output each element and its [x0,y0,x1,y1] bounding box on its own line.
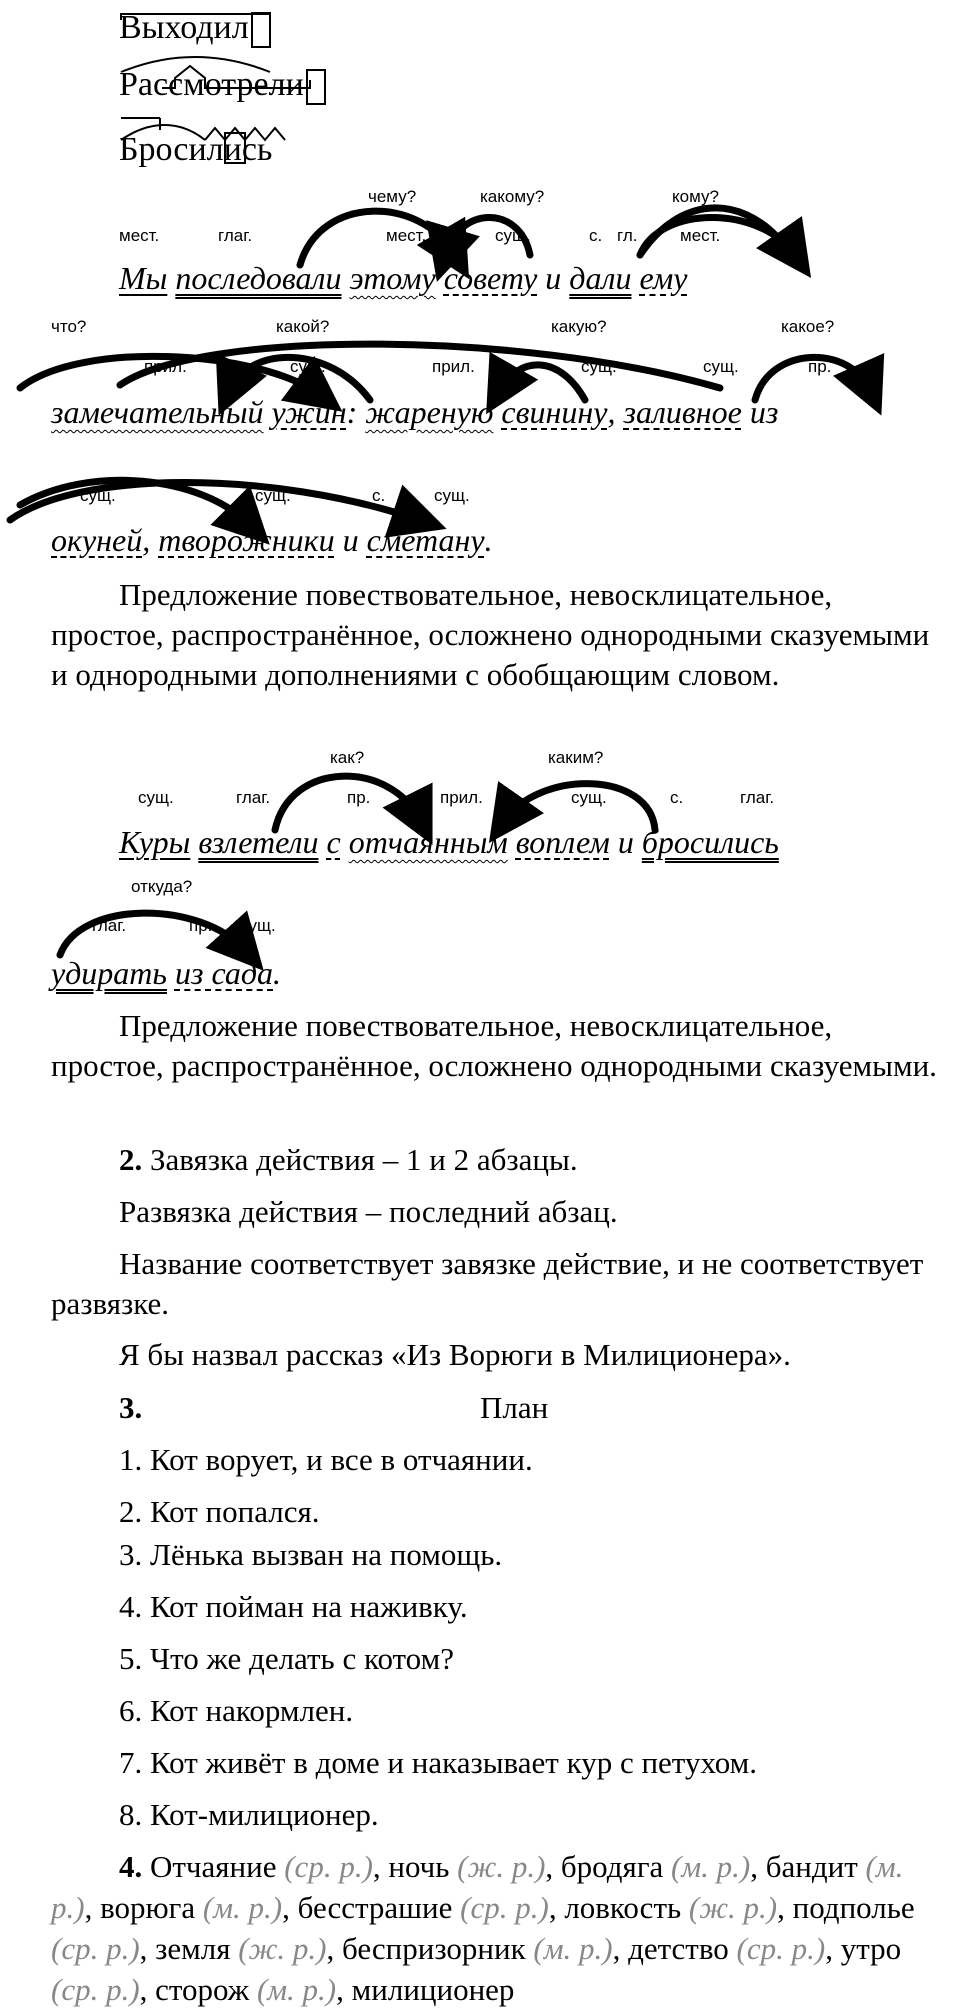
word: отчаянным [348,824,508,860]
noun: беспризорник [342,1931,526,1966]
word: взлетели [198,824,319,860]
pos-label: глаг. [740,788,775,807]
sentence1-line2 [51,392,778,432]
noun: Отчаяние [150,1849,277,1884]
task-number: 3. [119,1390,143,1425]
morpheme-word-text: Рассмотрели [119,66,304,103]
noun: утро [840,1931,902,1966]
word: и [342,522,359,558]
pos-label: с. [589,226,603,245]
pos-label: с. [670,788,684,807]
question-label: какую? [551,317,607,336]
word: жареную [365,394,494,430]
gender: (м. р.) [256,1972,337,2007]
pos-label: мест. [680,226,721,245]
sentence1-line3 [51,520,493,560]
gender: (ж. р.) [688,1890,778,1925]
gender: (ср. р.) [51,1972,140,2007]
word: Куры [119,824,191,860]
task-number: 2. [119,1142,143,1177]
task-text: Завязка действия – 1 и 2 абзацы. [150,1142,578,1177]
noun: бродяга [560,1849,664,1884]
pos-label: сущ. [290,357,326,376]
noun: бесстрашие [297,1890,453,1925]
word: последовали [175,260,342,296]
pos-label: сущ. [138,788,174,807]
morpheme-word-3 [119,130,272,170]
pos-label: гл. [617,226,638,245]
word: дали [569,260,632,296]
plan-item: 1. Кот ворует, и все в отчаянии. [119,1442,533,1477]
word: этому [349,260,436,296]
pos-label: сущ. [434,486,470,505]
noun: детство [628,1931,729,1966]
word: , [142,522,151,558]
pos-label: прил. [440,788,483,807]
word: совету [443,260,538,296]
word: сметану [366,522,485,558]
pos-label: сущ. [240,916,276,935]
pos-label: глаг. [236,788,271,807]
gender: (ср. р.) [460,1890,549,1925]
task3-heading [119,1388,142,1428]
plan-item: 3. Лёнька вызван на помощь. [119,1537,503,1572]
sentence2-line1 [119,822,779,862]
gender: (м. р.) [671,1849,751,1884]
ending-box [251,12,271,48]
gender: (ж. р.) [457,1849,546,1884]
question-label: откуда? [131,877,193,896]
gender: (ср. р.) [284,1849,373,1884]
word: : [346,394,358,430]
noun: земля [155,1931,231,1966]
pos-label: сущ. [80,486,116,505]
noun: бандит [765,1849,858,1884]
word: и [545,260,562,296]
pos-label: глаг. [92,916,127,935]
sentence1-analysis [51,575,951,695]
word: замечательный [51,394,264,430]
gender: (м. р.) [202,1890,283,1925]
noun: ночь [388,1849,450,1884]
pos-label: прил. [144,357,187,376]
plan-item: 7. Кот живёт в доме и наказывает кур с петухом. [119,1745,758,1780]
question-label: что? [51,317,87,336]
analysis-text: Предложение повествовательное, невосклицательное, простое, распространённое, осложнено однородными сказуемыми и однородными дополнениями с обобщающим словом. [51,577,930,692]
pos-label: мест. [119,226,160,245]
word: заливное [623,394,742,430]
gender: (ср. р.) [51,1931,140,1966]
word: Мы [119,260,168,296]
gender: (ср. р.) [736,1931,826,1966]
analysis-text: Предложение повествовательное, невосклицательное, простое, распространённое, осложнено однородными сказуемыми. [51,1008,937,1083]
word: с [326,824,341,860]
pos-label: пр. [808,357,832,376]
word: . [484,522,493,558]
pos-label: мест. [386,226,427,245]
pos-label: сущ. [581,357,617,376]
pos-label: прил. [432,357,475,376]
noun: милиционер [351,1972,515,2007]
task-text: Название соответствует завязке действие, и не соответствует развязке. [51,1246,924,1321]
question-label: какой? [276,317,330,336]
plan-item: 2. Кот попался. [119,1494,320,1529]
plan-item: 5. Что же делать с котом? [119,1641,454,1676]
word: ему [639,260,688,296]
plan-item: 4. Кот пойман на наживку. [119,1589,468,1624]
word: ужин [271,394,347,430]
pos-label: сущ. [571,788,607,807]
task4-text: 4. Отчаяние (ср. р.), ночь (ж. р.), бродяга (м. р.), бандит (м. р.), ворюга (м. р.), бесстрашие (ср. р.), ловкость (ж. р.), подполье (ср. р.), земля (ж. р.), беспризорник (м. р.), детство (ср. р.), утро (ср. р.), сторож (м. р.), милиционер [51,1849,915,2007]
morpheme-word-1 [119,8,271,48]
question-label: какому? [480,187,545,206]
task-number: 4. [119,1849,143,1884]
question-label: как? [330,748,365,767]
task2-line4: Я бы назвал рассказ «Из Ворюги в Милиционера». [119,1337,791,1372]
word: воплем [515,824,610,860]
word: творожники [158,522,335,558]
morpheme-word-2 [119,65,326,105]
pos-label: пр. [189,916,213,935]
question-label: чему? [368,187,417,206]
task2-line3 [51,1244,951,1324]
noun: ворюга [100,1890,196,1925]
pos-label: глаг. [218,226,253,245]
morpheme-word-text: Выходил [119,9,249,46]
pos-label: сущ. [703,357,739,376]
gender: (м. р.) [51,1849,904,1925]
morpheme-word-text: Бросились [119,131,273,168]
pos-label: с. [372,486,386,505]
sentence2-line2 [51,953,281,993]
pos-label: сущ. [495,226,531,245]
sentence1-line1 [119,258,687,298]
task2-line1 [119,1140,578,1180]
word: . [273,955,282,991]
sentence2-analysis [51,1006,951,1086]
gender: (м. р.) [533,1931,613,1966]
noun: подполье [792,1890,915,1925]
pos-label: сущ. [255,486,291,505]
word: удирать [51,955,167,991]
ending-box [306,69,326,105]
word: бросились [641,824,779,860]
question-label: какое? [781,317,835,336]
gender: (ж. р.) [238,1931,327,1966]
word: окуней [51,522,143,558]
plan-item: 6. Кот накормлен. [119,1693,354,1728]
question-label: каким? [548,748,604,767]
noun: сторож [155,1972,250,2007]
plan-item: 8. Кот-милиционер. [119,1797,379,1832]
word: из [749,394,779,430]
task2-line2: Развязка действия – последний абзац. [119,1194,618,1229]
word: и [617,824,634,860]
question-label: кому? [672,187,719,206]
pos-label: пр. [347,788,371,807]
word: свинину [501,394,608,430]
word: , [607,394,616,430]
noun: ловкость [564,1890,682,1925]
plan-title: План [480,1390,549,1425]
word: из сада [174,955,274,991]
